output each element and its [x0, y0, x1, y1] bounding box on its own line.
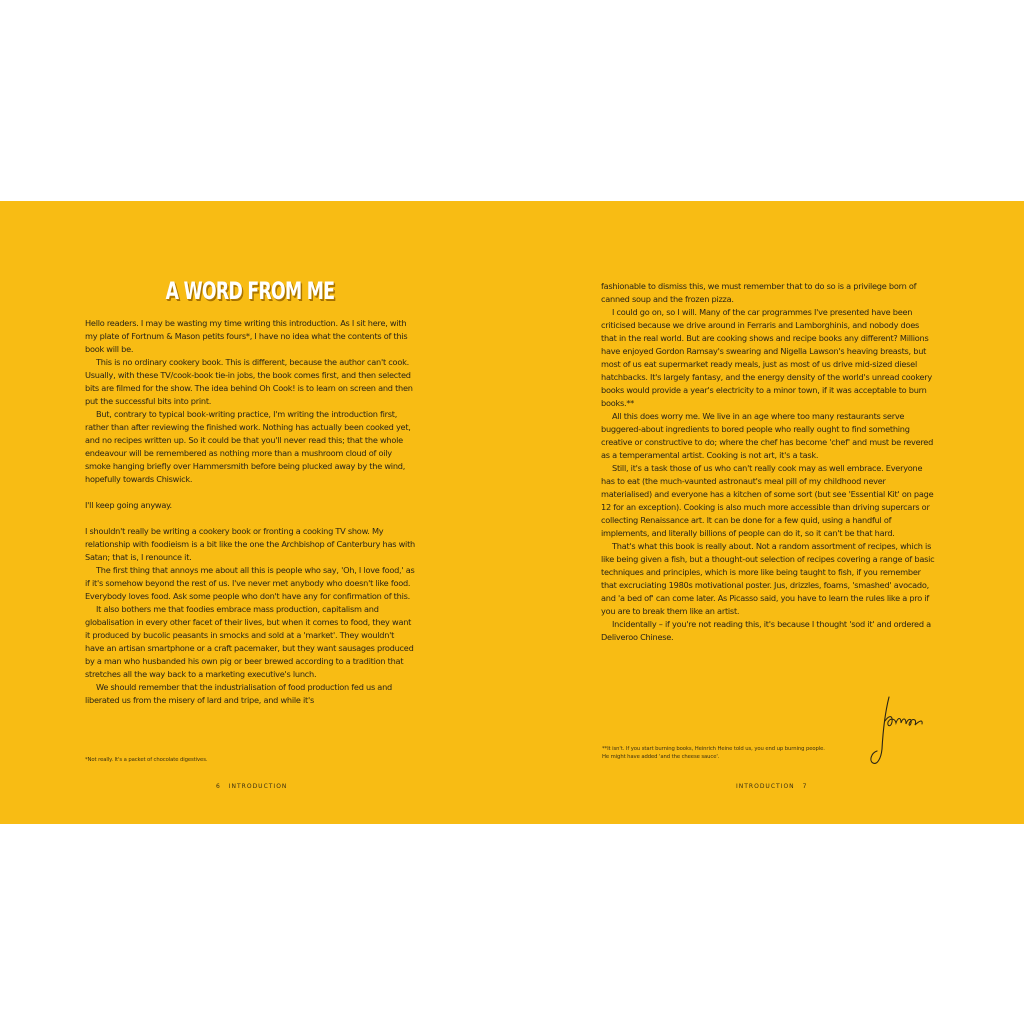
- paragraph: Still, it's a task those of us who can't really cook may as well embrace. Everyone has to eat (the much-vaunted astronaut's meal pill of my childhood never materialised) and everyone has a kitchen of some sort (but see 'Essential Kit' on page 12 for an exception). Cooking is also much more accessible than driving supercars or collecting Renaissance art. It can be done for a few quid, using a handful of implements, and literally billions of people can do it, so it can't be that hard.: [601, 463, 934, 538]
- paragraph: All this does worry me. We live in an age where too many restaurants serve buggered-about ingredients to bored people who really ought to find something creative or constructive to do; where the chef has become 'chef' and must be revered as a temperamental artist. Cooking is not art, it's a task.: [601, 411, 934, 460]
- footnote: **It isn't. If you start burning books, Heinrich Heine told us, you end up burning people. He might have added 'and the cheese sauce'.: [602, 746, 825, 760]
- paragraph: I'll keep going anyway.: [85, 500, 172, 510]
- section-label: INTRODUCTION: [228, 783, 288, 790]
- paragraph: This is no ordinary cookery book. This is different, because the author can't cook. Usually, with these TV/cook-book tie-in jobs, the book comes first, and then selected bits are filmed for the show. The idea behind Oh Cook! is to learn on screen and then put the successful bits into print.: [85, 357, 413, 406]
- right-body-text: [601, 280, 936, 644]
- page-number: 7: [802, 783, 808, 790]
- paragraph: That's what this book is really about. Not a random assortment of recipes, which is like being given a fish, but a thought-out selection of recipes covering a range of basic techniques and principles, which is more like being taught to fish, if you remember that excruciating 1980s motivational poster. Jus, drizzles, foams, 'smashed' avocado, and 'a bed of' can come later. As Picasso said, you have to learn the rules like a pro if you are to break them like an artist.: [601, 541, 935, 616]
- paragraph: It also bothers me that foodies embrace mass production, capitalism and globalisation in every other facet of their lives, but when it comes to food, they want it produced by bucolic peasants in smocks and sold at a 'market'. They wouldn't have an artisan smartphone or a craft pacemaker, but they want sausages produced by a man who husbanded his own pig or beer brewed according to a tradition that stretches all the way back to a marketing executive's lunch.: [85, 604, 414, 679]
- paragraph: Incidentally – if you're not reading this, it's because I thought 'sod it' and ordered a Deliveroo Chinese.: [601, 619, 931, 642]
- left-page: [0, 201, 512, 824]
- right-page: [512, 201, 1024, 824]
- page-footer: [211, 783, 287, 790]
- paragraph: The first thing that annoys me about all this is people who say, 'Oh, I love food,' as if it's somehow beyond the rest of us. I've never met anybody who doesn't like food. Everybody loves food. Ask some people who don't have any for confirmation of this.: [85, 565, 415, 601]
- paragraph: We should remember that the industrialisation of food production fed us and liberated us from the misery of lard and tripe, and while it's: [85, 682, 392, 705]
- paragraph: Hello readers. I may be wasting my time writing this introduction. As I sit here, with my plate of Fortnum & Mason petits fours*, I have no idea what the contents of this book will be.: [85, 318, 408, 354]
- left-body-text: [85, 317, 415, 707]
- signature: [867, 691, 937, 769]
- footnote: *Not really. It's a packet of chocolate digestives.: [85, 757, 208, 763]
- page-title: A WORD FROM ME: [165, 277, 335, 305]
- page-footer: [736, 783, 812, 790]
- section-label: INTRODUCTION: [736, 783, 795, 790]
- paragraph: I could go on, so I will. Many of the car programmes I've presented have been criticised because we drive around in Ferraris and Lamborghinis, and nobody does that in the real world. But are cooking shows and recipe books any different? Millions have enjoyed Gordon Ramsay's swearing and Nigella Lawson's heaving breasts, but most of us eat supermarket ready meals, just as most of us drive mid-sized diesel hatchbacks. It's largely fantasy, and the energy density of the world's unread cookery books would provide a year's electricity to a minor town, if it was acceptable to burn books.**: [601, 307, 933, 408]
- paragraph: fashionable to dismiss this, we must remember that to do so is a privilege born of canned soup and the frozen pizza.: [601, 281, 917, 304]
- paragraph: I shouldn't really be writing a cookery book or fronting a cooking TV show. My relationship with foodieism is a bit like the one the Archbishop of Canterbury has with Satan; that is, I renounce it.: [85, 526, 415, 562]
- paragraph: But, contrary to typical book-writing practice, I'm writing the introduction first, rather than after reviewing the finished work. Nothing has actually been cooked yet, and no recipes written up. So it could be that you'll never read this; that the whole endeavour will be remembered as nothing more than a mushroom cloud of oily smoke hanging briefly over Hammersmith before being plucked away by the wind, hopefully towards Chiswick.: [85, 409, 411, 484]
- book-spread: [0, 201, 1024, 824]
- page-number: 6: [216, 783, 221, 790]
